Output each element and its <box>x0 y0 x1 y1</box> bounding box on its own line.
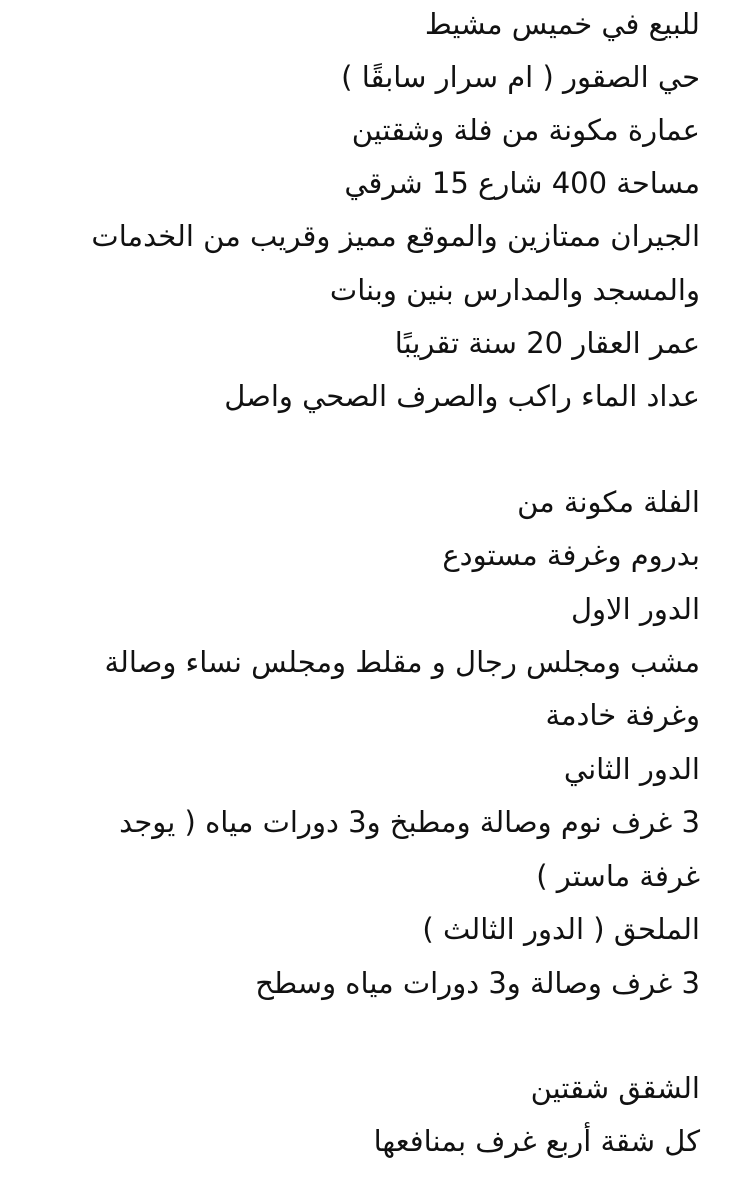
text-line: وغرفة خادمة <box>545 698 700 732</box>
text-line: الجيران ممتازين والموقع مميز وقريب من الخدمات <box>91 219 700 253</box>
text-line: الفلة مكونة من <box>517 485 700 519</box>
text-line: غرفة ماستر ) <box>536 859 700 893</box>
text-line: الشقق شقتين <box>530 1071 700 1105</box>
text-line: 3 غرف نوم وصالة ومطبخ و3 دورات مياه ( يوجد <box>119 805 700 839</box>
text-line: الدور الاول <box>570 592 700 626</box>
text-line: مشب ومجلس رجال و مقلط ومجلس نساء وصالة <box>104 645 700 679</box>
text-line: مساحة 400 شارع 15 شرقي <box>344 166 700 200</box>
text-line: عمارة مكونة من فلة وشقتين <box>351 113 700 147</box>
text-line: كل شقة أربع غرف بمنافعها <box>373 1124 700 1158</box>
text-line: حي الصقور ( ام سرار سابقًا ) <box>341 60 700 94</box>
text-line: عمر العقار 20 سنة تقريبًا <box>394 326 700 360</box>
text-line: بدروم وغرفة مستودع <box>442 538 700 572</box>
text-line: للبيع في خميس مشيط <box>424 7 700 41</box>
text-line: الدور الثاني <box>563 752 700 786</box>
text-line: 3 غرف وصالة و3 دورات مياه وسطح <box>255 966 700 1000</box>
text-line: عداد الماء راكب والصرف الصحي واصل <box>224 379 700 413</box>
text-line: الملحق ( الدور الثالث ) <box>422 912 700 946</box>
text-line: والمسجد والمدارس بنين وبنات <box>329 273 700 307</box>
